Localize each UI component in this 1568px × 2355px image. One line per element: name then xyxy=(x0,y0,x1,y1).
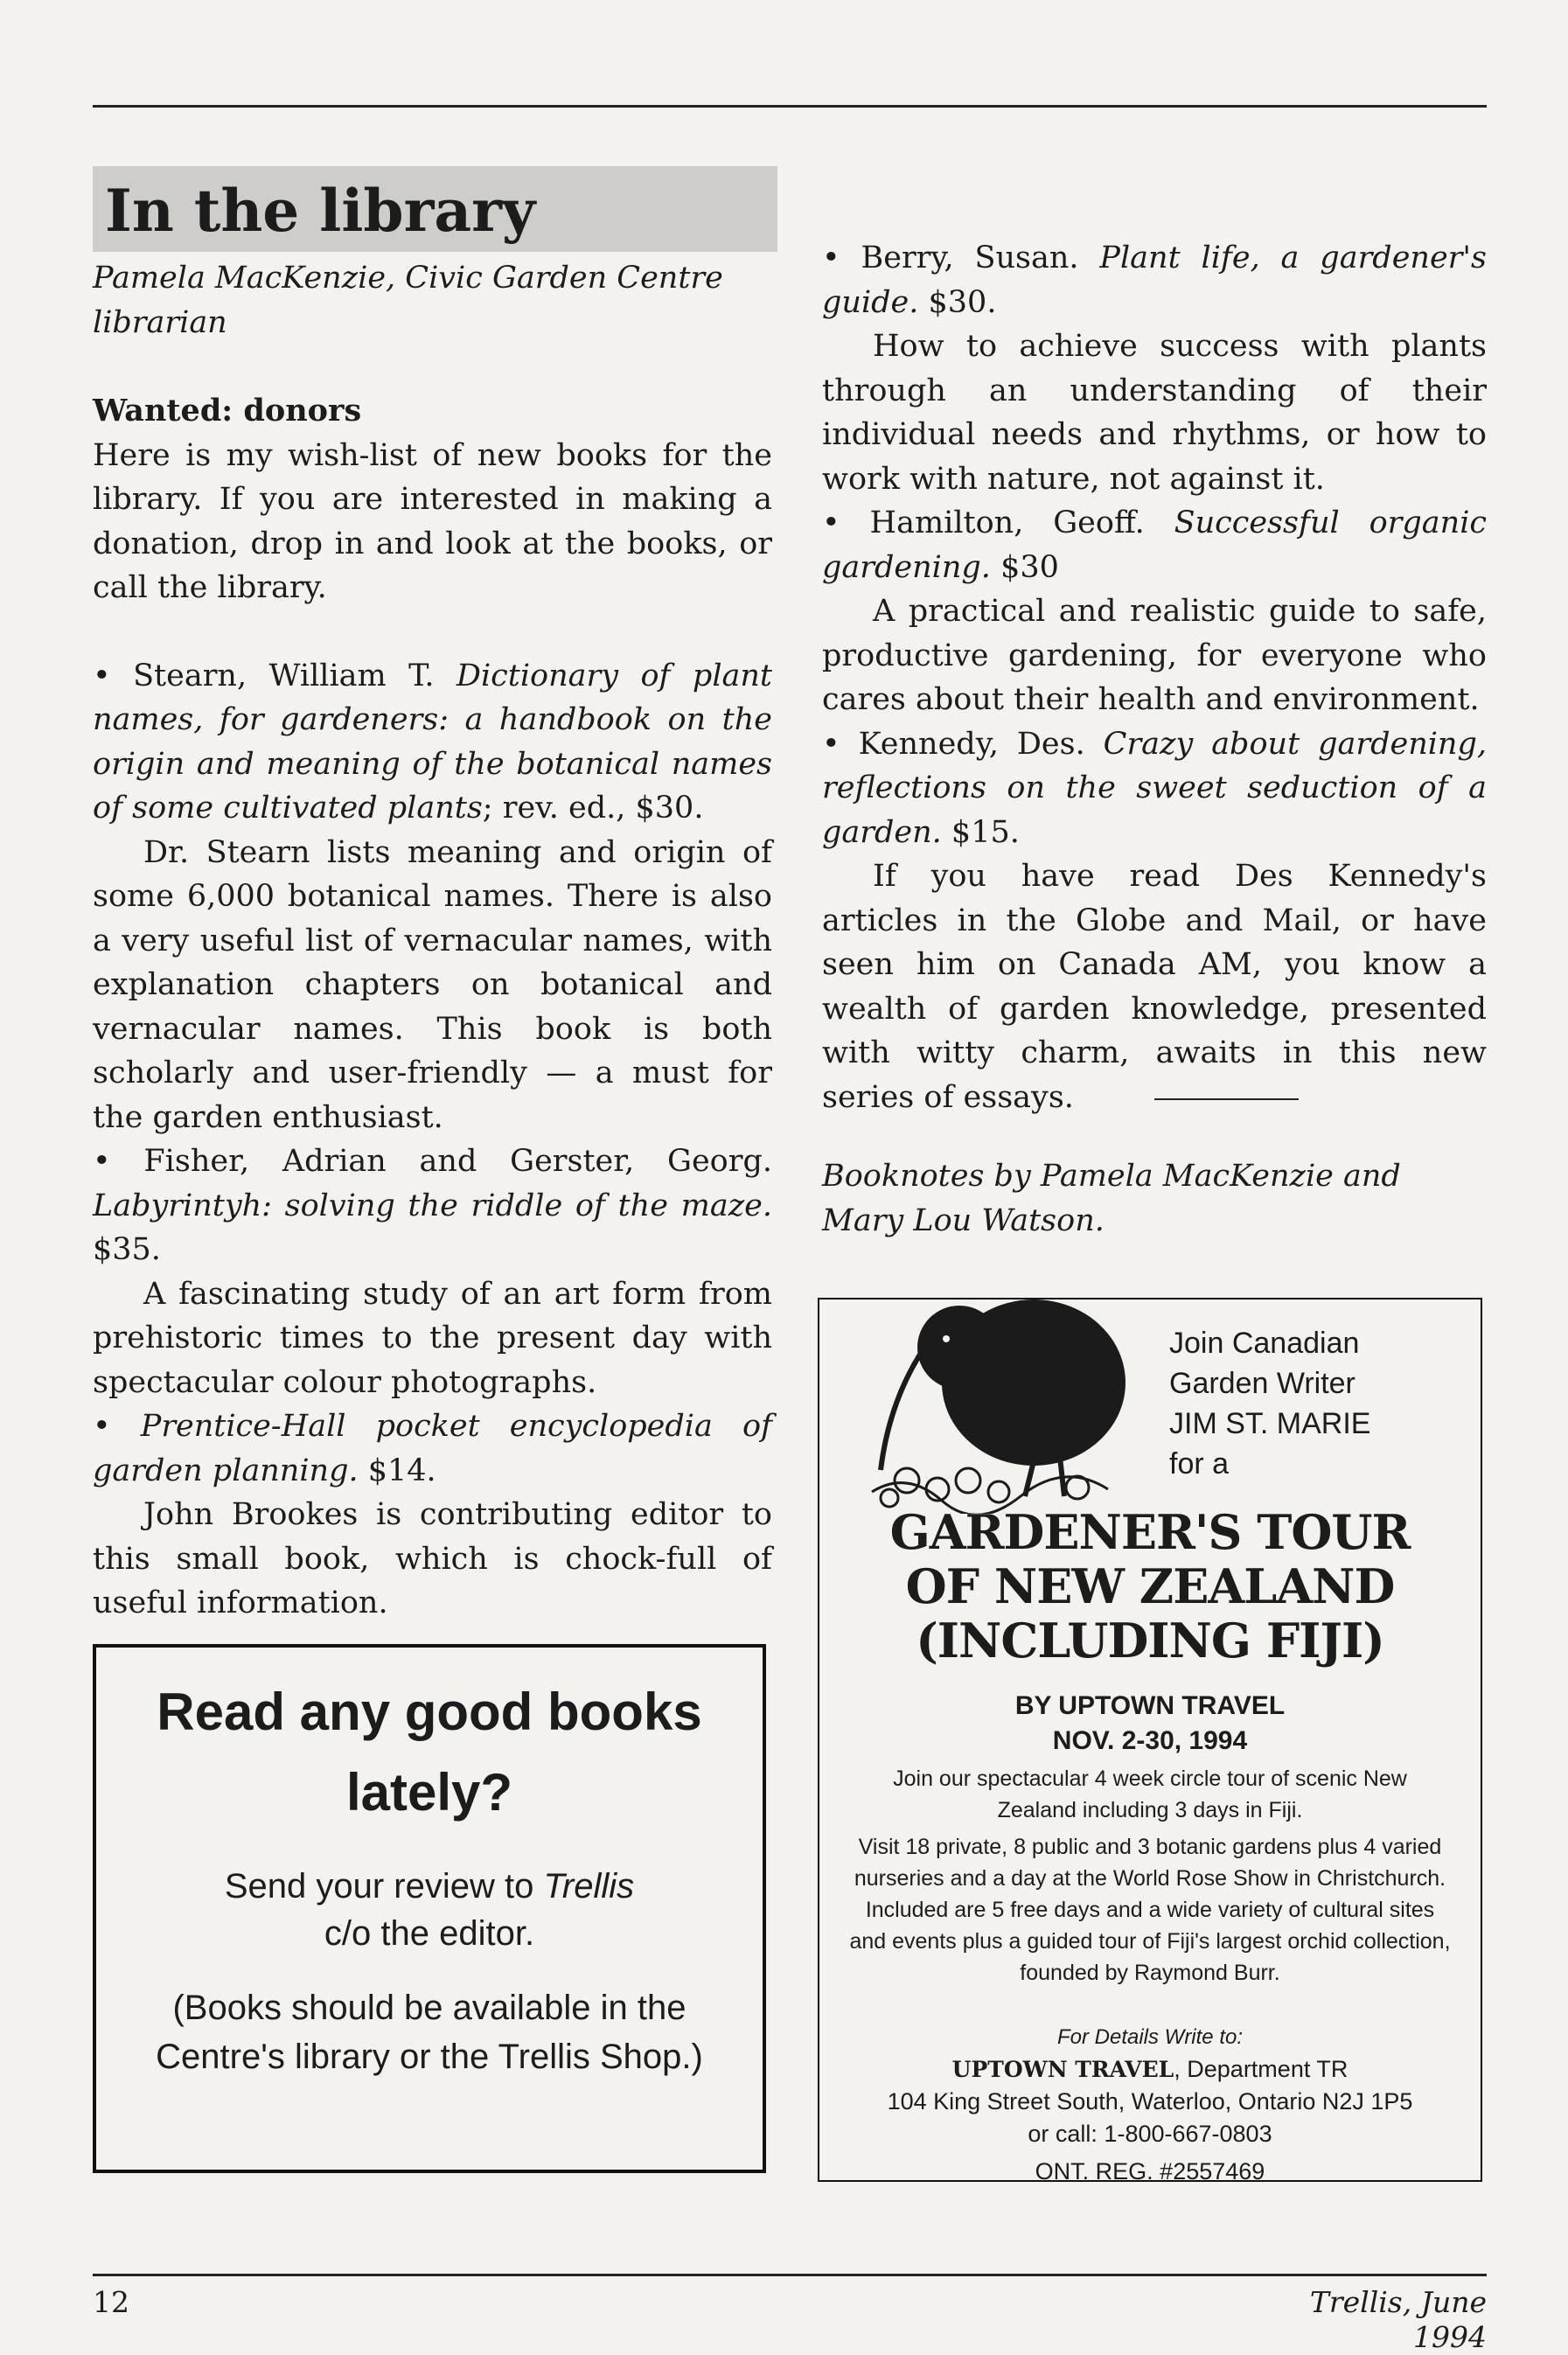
book-desc-2: A fascinating study of an art form from prehistoric times to the present day with spectacular colour photographs. xyxy=(93,1276,772,1400)
bottom-rule xyxy=(93,2274,1487,2276)
ad-join-text: Join Canadian Garden Writer JIM ST. MARIE for a xyxy=(1169,1327,1371,1481)
ad-description: Join our spectacular 4 week circle tour of scenic New Zealand including 3 days in Fiji. Visit 18 private, 8 public and 3 botanic gardens plus 4 varied nurseries and a day at the World Rose Show in Christchurch. Included are 5 free days and a wide variety of cultural sites and events plus a guided tour of Fiji's largest orchid collection, founded by Raymond Burr. xyxy=(849,1766,1451,1985)
page-number: 12 xyxy=(93,2285,129,2319)
book-entry-3: • Prentice-Hall pocket encyclopedia of garden planning. $14. xyxy=(93,1409,772,1488)
review-callout-box xyxy=(93,1644,766,2173)
book-desc-4: How to achieve success with plants through an understanding of their individual needs and rhythms, or how to work with nature, not against it. xyxy=(822,329,1487,497)
ad-operator-dates: BY UPTOWN TRAVEL NOV. 2-30, 1994 xyxy=(1014,1691,1286,1755)
review-note: (Books should be available in the Centre's library or the Trellis Shop.) xyxy=(156,1989,703,2076)
kiwi-bird-icon xyxy=(854,1251,1143,1514)
left-column xyxy=(93,389,772,1626)
top-rule xyxy=(93,105,1487,108)
ad-headline: GARDENER'S TOUR OF NEW ZEALAND (INCLUDING FIJI) xyxy=(889,1504,1411,1669)
ad-contact-details: For Details Write to: UPTOWN TRAVEL, Department TR 104 King Street South, Waterloo, Ontario N2J 1P5 or call: 1-800-667-0803 ONT. REG. #2557469 xyxy=(887,2025,1413,2184)
book-desc-5: A practical and realistic guide to safe, productive gardening, for everyone who cares about their health and environment. xyxy=(822,594,1487,717)
publication-footer: Trellis, June 1994 xyxy=(1309,2285,1487,2354)
right-column xyxy=(822,236,1487,1243)
tour-advertisement xyxy=(818,1298,1482,2182)
book-desc-3: John Brookes is contributing editor to this small book, which is chock-full of useful information. xyxy=(93,1497,772,1620)
book-entry-6: • Kennedy, Des. Crazy about gardening, reflections on the sweet seduction of a garden. $15. xyxy=(822,726,1487,850)
book-entry-2: • Fisher, Adrian and Gerster, Georg. Labyrintyh: solving the riddle of the maze. $35. xyxy=(93,1144,772,1267)
book-desc-6: If you have read Des Kennedy's articles in the Globe and Mail, or have seen him on Canada AM, you know a wealth of garden knowledge, presented with witty charm, awaits in this new series of essays. xyxy=(822,859,1487,1115)
credit-separator xyxy=(1154,1098,1299,1100)
book-desc-1: Dr. Stearn lists meaning and origin of some 6,000 botanical names. There is also a very useful list of vernacular names, with explanation chapters on botanical and vernacular names. This book is both scholarly and user-friendly — a must for the garden enthusiast. xyxy=(93,834,772,1135)
intro-paragraph: Here is my wish-list of new books for the library. If you are interested in making a donation, drop in and look at the books, or call the library. xyxy=(93,437,772,605)
review-heading: Read any good books lately? xyxy=(157,1683,702,1822)
article-title: In the library xyxy=(105,177,536,245)
booknotes-credit: Booknotes by Pamela MacKenzie and Mary Lou Watson. xyxy=(822,1159,1401,1238)
book-entry-5: • Hamilton, Geoff. Successful organic gardening. $30 xyxy=(822,505,1487,585)
subhead: Wanted: donors xyxy=(93,393,362,428)
book-entry-4: • Berry, Susan. Plant life, a gardener's guide. $30. xyxy=(822,240,1487,320)
article-byline: Pamela MacKenzie, Civic Garden Centre librarian xyxy=(93,261,723,340)
review-instruction: Send your review to Trellis c/o the editor. xyxy=(224,1867,635,1953)
book-entry-1: • Stearn, William T. Dictionary of plant names, for gardeners: a handbook on the origin and meaning of the botanical names of some cultivated plants; rev. ed., $30. xyxy=(93,658,772,826)
